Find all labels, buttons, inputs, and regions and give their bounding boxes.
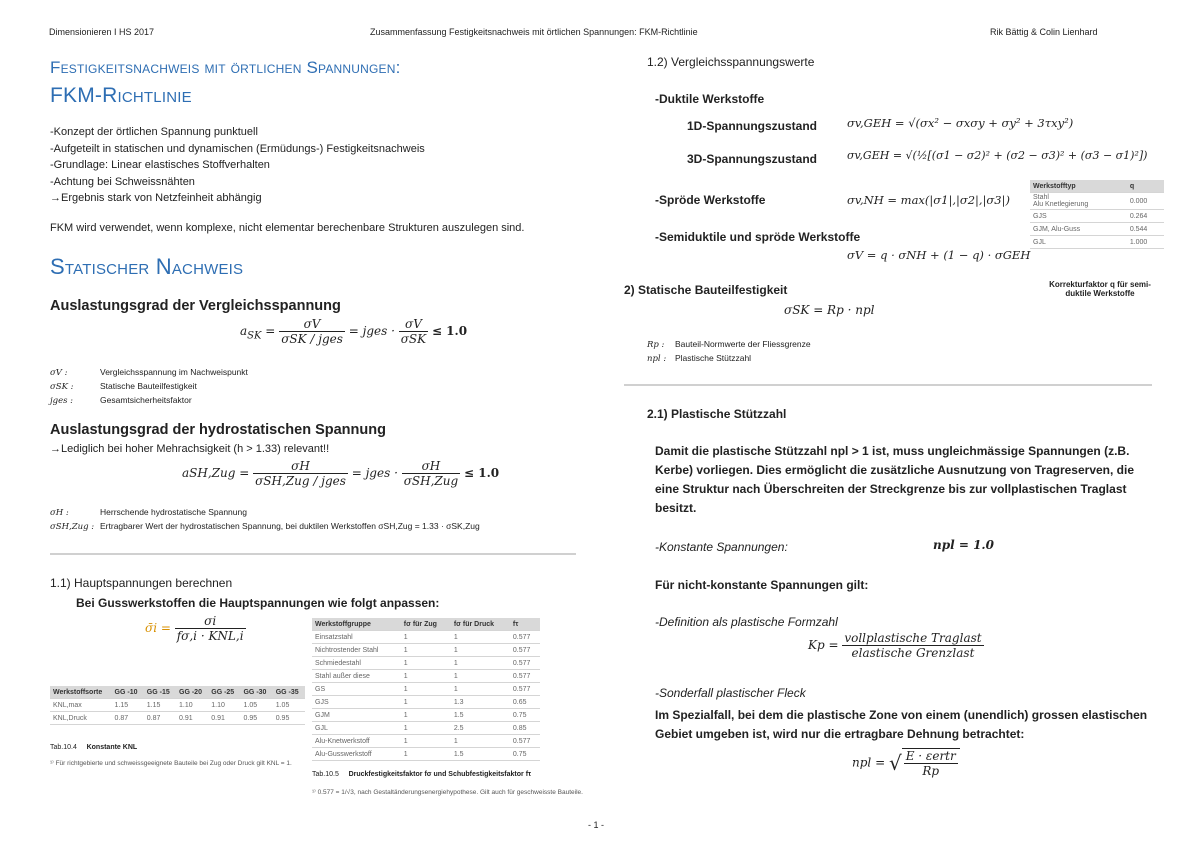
legend-row: σV : Vergleichsspannung im Nachweispunkt [50, 367, 248, 378]
table-row: Alu-Knetwerkstoff 1 1 0.577 [312, 735, 540, 748]
intro-bullet: -Konzept der örtlichen Spannung punktuell [50, 126, 258, 138]
page-title-line2: FKM-Richtlinie [50, 84, 192, 107]
section-title-static: Statischer Nachweis [50, 254, 244, 279]
table-row: GJL 1.000 [1030, 236, 1164, 249]
semi-label: -Semiduktile und spröde Werkstoffe [655, 230, 861, 244]
q-table [1030, 180, 1164, 249]
plast-para: Damit die plastische Stützzahl npl > 1 ist, muss ungleichmässige Spannungen (z.B. Kerbe) vorliegen. Dies ermöglicht die zusätzliche Ausnutzung von Tragreserven, die eine Struktur nach Überschreiten der Streckgrenze bis zur vollplastischen Traglast besitzt. [655, 444, 1135, 515]
table-row: GS 1 1 0.577 [312, 683, 540, 696]
formula-lhs: σ̄i = [145, 621, 171, 635]
formula-mid: = jges · [348, 324, 395, 338]
legend-row: jges : Gesamtsicherheitsfaktor [50, 395, 192, 406]
table-row: Alu-Gusswerkstoff 1 1.5 0.75 [312, 748, 540, 761]
eins-d-formula: σv,GEH = √(σx² − σxσy + σy² + 3τxy²) [847, 116, 1074, 130]
nicht-konst-label: Für nicht-konstante Spannungen gilt: [655, 578, 869, 592]
page-number: - 1 - [588, 820, 605, 830]
drei-d-formula: σv,GEH = √(½[(σ1 − σ2)² + (σ2 − σ3)² + (σ3 − σ1)²]) [847, 149, 1148, 162]
intro-bullet: →Ergebnis stark von Netzfeinheit abhängig [50, 192, 262, 204]
vergleich-heading: Auslastungsgrad der Vergleichsspannung [50, 298, 341, 314]
legend-row: σH : Herrschende hydrostatische Spannung [50, 507, 247, 518]
table-row: Stahl außer diese 1 1 0.577 [312, 670, 540, 683]
table-header-row: Werkstoffgruppe fσ für Zug fσ für Druck fτ [312, 618, 540, 631]
intro-bullet: -Grundlage: Linear elastisches Stoffverhalten [50, 159, 270, 171]
table-row: GJM 1 1.5 0.75 [312, 709, 540, 722]
frac-num: σV [399, 317, 428, 332]
intro-bullets [50, 124, 425, 207]
haupt-formula [145, 614, 246, 643]
frac-den: σSH,Zug [403, 474, 459, 488]
formula-rhs: ≤ 1.0 [431, 324, 468, 338]
sonder-label: -Sonderfall plastischer Fleck [655, 686, 806, 700]
vergleich-legend [50, 366, 248, 408]
frac-den: fσ,i · KNL,i [176, 629, 244, 643]
table-row: KNL,Druck 0.87 0.87 0.91 0.91 0.95 0.95 [50, 712, 305, 725]
table-fsigma [312, 618, 540, 761]
header-center: Zusammenfassung Festigkeitsnachweis mit örtlichen Spannungen: FKM-Richtlinie [370, 27, 698, 37]
formula-mid: = jges · [351, 466, 398, 480]
intro-bullet: -Aufgeteilt in statischen und dynamischen (Ermüdungs-) Festigkeitsnachweis [50, 142, 425, 155]
plast-heading: 2.1) Plastische Stützzahl [647, 407, 787, 421]
sproed-label: -Spröde Werkstoffe [655, 193, 766, 207]
frac-num: σV [279, 317, 345, 332]
hydro-formula [182, 459, 499, 488]
frac-den: Rp [922, 764, 940, 778]
legend-row: npl : Plastische Stützzahl [647, 353, 752, 364]
hydro-legend [50, 506, 480, 534]
sproed-formula: σv,NH = max(|σ1|,|σ2|,|σ3|) [847, 193, 1010, 207]
table-knl-footnote: ¹⁾ Für richtgebierte und schweissgeeignete Bauteile bei Zug oder Druck gilt KNL = 1. [50, 760, 292, 767]
haupt-subheading: Bei Gusswerkstoffen die Hauptspannungen wie folgt anpassen: [76, 596, 440, 610]
legend-row: σSK : Statische Bauteilfestigkeit [50, 381, 197, 392]
table-row: GJS 0.264 [1030, 210, 1164, 223]
npl-formula: npl = √ $\frac{\text{E · εertr}}{Rp}$ [852, 748, 960, 778]
vergleich-formula: $a_{SK}$ = $\frac{\sigma V}{\text{σSK / jges}}$ = jges · $\frac{\sigma V}{\text{σSK}}$ ≤ 1.0 [240, 317, 468, 346]
table-row: GJS 1 1.3 0.65 [312, 696, 540, 709]
table-row: KNL,max 1.15 1.15 1.10 1.10 1.05 1.05 [50, 699, 305, 712]
konst-formula: npl = 1.0 [933, 538, 994, 552]
table-row: Schmiedestahl 1 1 0.577 [312, 657, 540, 670]
sonder-para: Im Spezialfall, bei dem die plastische Zone von einem (unendlich) grossen elastischen Gebiet umgeben ist, wird nur die ertragbare Dehnung betrachtet: [655, 708, 1148, 741]
def-label: -Definition als plastische Formzahl [655, 615, 838, 629]
table-row: GJL 1 2.5 0.85 [312, 722, 540, 735]
bauteil-legend [647, 338, 811, 366]
legend-row: Rp : Bauteil-Normwerte der Fliessgrenze [647, 339, 811, 350]
frac-den: σSK [400, 332, 427, 346]
divider [50, 553, 576, 555]
table-row: Einsatzstahl 1 1 0.577 [312, 631, 540, 644]
bauteil-formula: σSK = Rp · npl [784, 303, 875, 317]
table-row: Stahl Alu Knetlegierung 0.000 [1030, 193, 1164, 210]
q-table-caption: Korrekturfaktor q für semi-duktile Werkstoffe [1049, 280, 1151, 298]
frac-den: σSH,Zug / jges [255, 474, 346, 488]
frac-den: σSK / jges [281, 332, 343, 346]
table-fsigma-footnote: ¹⁾ 0.577 = 1/√3, nach Gestaltänderungsenergiehypothese. Gilt auch für geschweisste Bauteile. [312, 789, 583, 796]
table-row: GJM, Alu-Guss 0.544 [1030, 223, 1164, 236]
konst-label: -Konstante Spannungen: [655, 540, 788, 554]
header-left: Dimensionieren I HS 2017 [49, 27, 155, 37]
hydro-note: →Lediglich bei hoher Mehrachsigkeit (h > 1.33) relevant!! [50, 443, 330, 455]
table-header-row: Werkstoffsorte GG -10 GG -15 GG -20 GG -25 GG -30 GG -35 [50, 686, 305, 699]
frac-num: σH [253, 459, 348, 474]
duktil-label: -Duktile Werkstoffe [655, 92, 765, 106]
table-fsigma-caption: Tab.10.5 Druckfestigkeitsfaktor fσ und Schubfestigkeitsfaktor fτ [312, 771, 532, 778]
table-knl [50, 686, 305, 725]
formula-lhs: npl = [852, 755, 886, 770]
intro-note: FKM wird verwendet, wenn komplexe, nicht elementar berechenbare Strukturen auszulegen sind. [50, 222, 525, 234]
legend-row: σSH,Zug : Ertragbarer Wert der hydrostatischen Spannung, bei duktilen Werkstoffen σSH,Zug = 1.33 · σSK,Zug [50, 521, 480, 532]
haupt-heading: 1.1) Hauptspannungen berechnen [50, 576, 233, 590]
table-knl-caption: Tab.10.4 Konstante KNL [50, 744, 138, 751]
drei-d-label: 3D-Spannungszustand [687, 152, 818, 166]
semi-formula: σV = q · σNH + (1 − q) · σGEH [847, 248, 1031, 262]
frac-num: vollplastische Traglast [844, 631, 982, 645]
formula-lhs: aSH,Zug = [182, 466, 250, 480]
table-header-row: Werkstofftyp q [1030, 180, 1164, 193]
formula-rhs: ≤ 1.0 [464, 466, 500, 480]
vergleichs-heading: 1.2) Vergleichsspannungswerte [647, 55, 815, 69]
frac-num: E · εertr [905, 749, 956, 763]
frac-den: elastische Grenzlast [851, 646, 975, 660]
header-right: Rik Bättig & Colin Lienhard [990, 27, 1098, 37]
page-title-line1: Festigkeitsnachweis mit örtlichen Spannungen: [50, 58, 401, 77]
kp-formula [808, 631, 984, 660]
eins-d-label: 1D-Spannungszustand [687, 119, 818, 133]
frac-num: σH [402, 459, 460, 474]
table-row: Nichtrostender Stahl 1 1 0.577 [312, 644, 540, 657]
divider [624, 384, 1152, 386]
hydro-heading: Auslastungsgrad der hydrostatischen Spannung [50, 422, 386, 438]
bauteil-heading: 2) Statische Bauteilfestigkeit [624, 283, 788, 297]
formula-lhs: Kp = [808, 638, 839, 652]
intro-bullet: -Achtung bei Schweissnähten [50, 175, 195, 188]
frac-num: σi [175, 614, 246, 629]
